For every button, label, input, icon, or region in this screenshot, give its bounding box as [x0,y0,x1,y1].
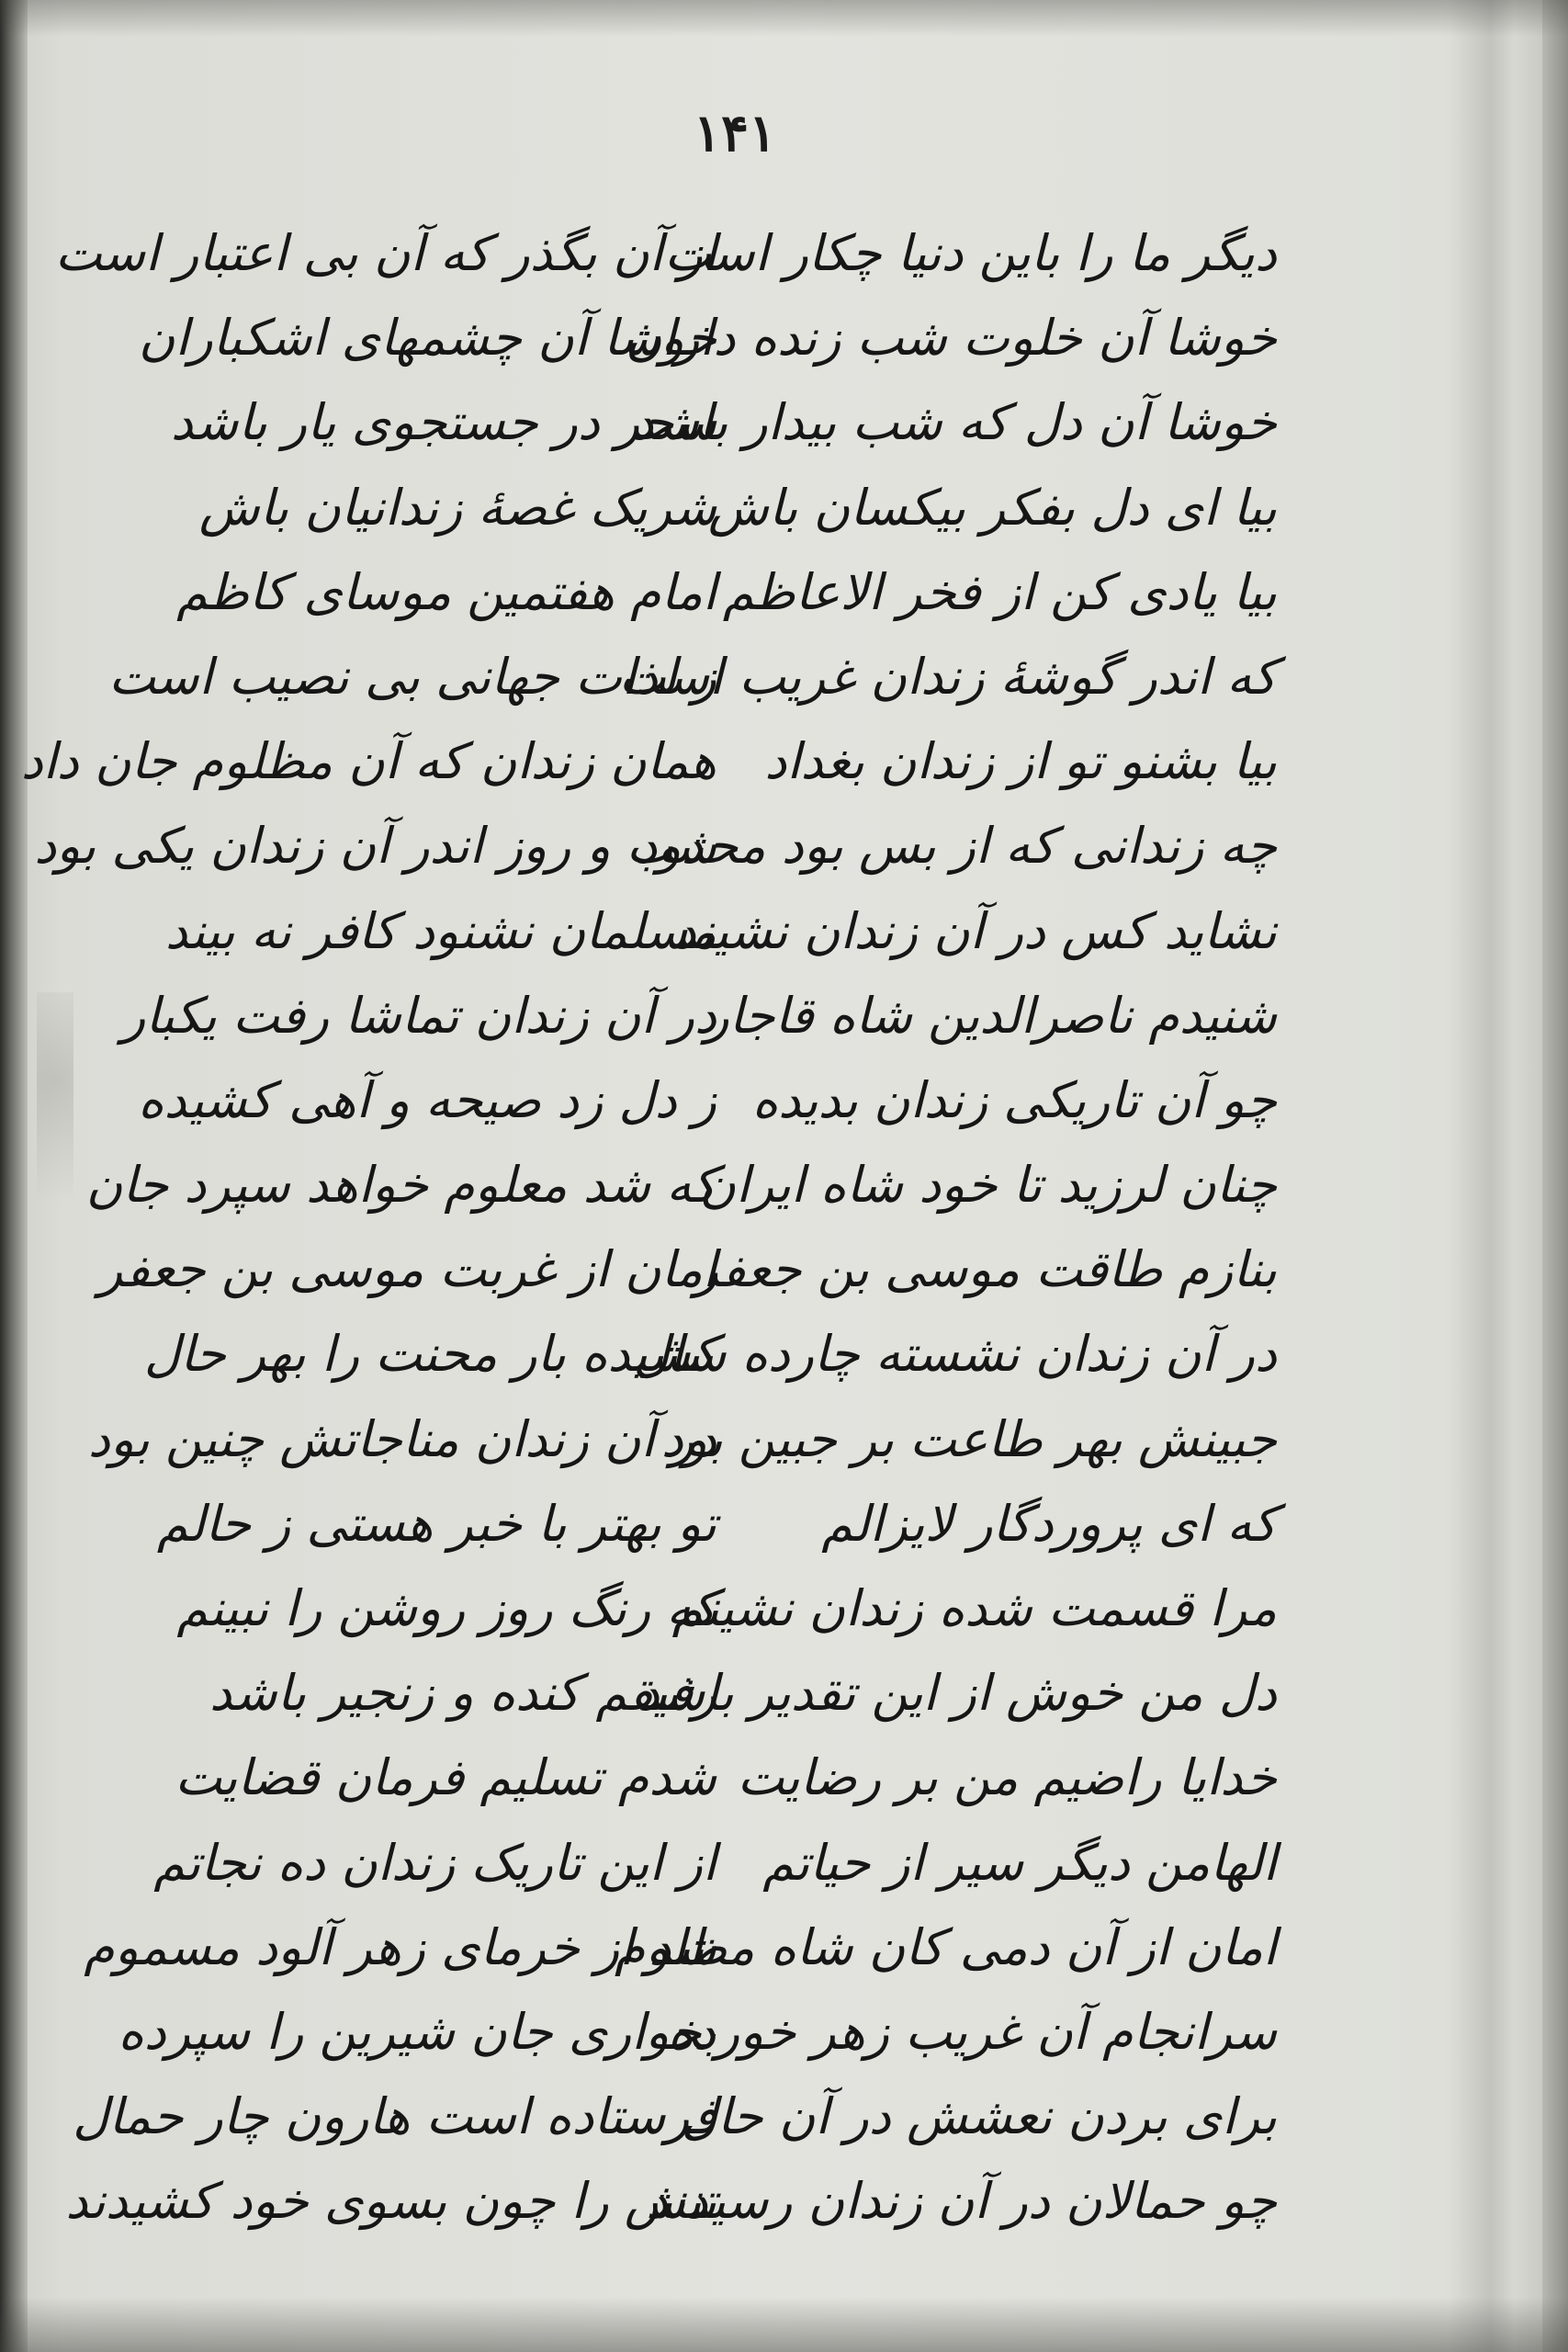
verse-line: دیگر ما را باین دنیا چکار است [664,224,1277,282]
verse-line: چنان لرزید تا خود شاه ایران [699,1156,1277,1215]
verse-line: رفیقم کنده و زنجیر باشد [209,1664,716,1723]
verse-line: امان از غربت موسی بن جعفر [98,1240,716,1299]
verse-line: سرانجام آن غریب زهر خورده [667,2002,1277,2061]
verse-line: که اندر گوشهٔ زندان غریب است [618,647,1277,706]
verse-line: در آن زندان نشسته چارده سال [633,1325,1277,1384]
verse-line: در آن زندان تماشا رفت یکبار [121,986,716,1045]
verse-line: برای بردن نعشش در آن حال [681,2087,1277,2146]
verse-line: که شد معلوم خواهد سپرد جان [85,1156,716,1215]
verse-line: خدایا راضیم من بر رضایت [737,1748,1277,1807]
verse-line: الهامن دیگر سیر از حیاتم [762,1833,1277,1892]
bottom-shadow [0,2297,1568,2352]
verse-line: شریک غصهٔ زندانیان باش [198,478,716,537]
verse-line: ز دل زد صیحه و آهی کشیده [138,1070,716,1129]
verse-line: شد از خرمای زهر آلود مسموم [84,1917,716,1976]
verse-line: تو بهتر با خبر هستی ز حالم [156,1494,716,1553]
page-binding-edge [0,0,28,2352]
verse-line: فرستاده است هارون چار حمال [73,2087,716,2146]
verse-line: خوشا آن چشمهای اشکباران [138,309,716,368]
verse-line: که رنگ روز روشن را نبینم [176,1579,716,1637]
page-number: ۱۴۱ [693,103,777,164]
verse-line: بنازم طاقت موسی بن جعفر [694,1240,1277,1299]
verse-line: ز لذات جهانی بی نصیب است [108,647,716,706]
verse-line: تنش را چون بسوی خود کشیدند [65,2172,716,2231]
verse-line: جبینش بهر طاعت بر جبین بود [660,1409,1277,1468]
verse-line: خوشا آن دل که شب بیدار باشد [631,393,1277,452]
verse-line: چه زندانی که از بس بود محدود [635,817,1277,876]
top-shadow [0,0,1568,37]
verse-line: بیا ای دل بفکر بیکسان باش [708,478,1277,537]
verse-line: همان زندان که آن مظلوم جان داد [20,732,716,791]
verse-line: نشاید کس در آن زندان نشیند [673,901,1277,960]
verse-line: بیا بشنو تو از زندان بغداد [764,732,1277,791]
poem-column-right [615,211,1277,2245]
verse-line: بیا یادی کن از فخر الاعاظم [722,562,1277,621]
poem-column-left [20,211,716,2245]
verse-line: کشیده بار محنت را بهر حال [143,1325,716,1384]
next-page-edge [1542,0,1568,2352]
verse-line: دل من خوش از این تقدیر باشد [637,1664,1277,1723]
verse-line: از آن بگذر که آن بی اعتبار است [54,224,716,282]
verse-line: مرا قسمت شده زندان نشینم [671,1579,1277,1637]
verse-line: از این تاریک زندان ده نجاتم [153,1833,716,1892]
verse-line: چو حمالان در آن زندان رسیدند [646,2172,1277,2231]
paper-stain [37,992,73,1286]
verse-line: شنیدم ناصرالدین شاه قاجار [705,986,1277,1045]
verse-line: در آن زندان مناجاتش چنین بود [87,1409,716,1468]
verse-line: امان از آن دمی کان شاه مظلوم [615,1917,1277,1976]
verse-line: خوشا آن خلوت شب زنده داران [625,309,1277,368]
verse-line: شب و روز اندر آن زندان یکی بود [34,817,716,876]
verse-line: امام هفتمین موسای کاظم [176,562,716,621]
verse-line: سحر در جستجوی یار باشد [170,393,716,452]
verse-line: بخواری جان شیرین را سپرده [118,2002,716,2061]
verse-line: شدم تسلیم فرمان قضایت [175,1748,716,1807]
verse-line: مسلمان نشنود کافر نه بیند [164,901,716,960]
verse-line: که ای پروردگار لایزالم [821,1494,1277,1553]
verse-line: چو آن تاریکی زندان بدیده [751,1070,1277,1129]
